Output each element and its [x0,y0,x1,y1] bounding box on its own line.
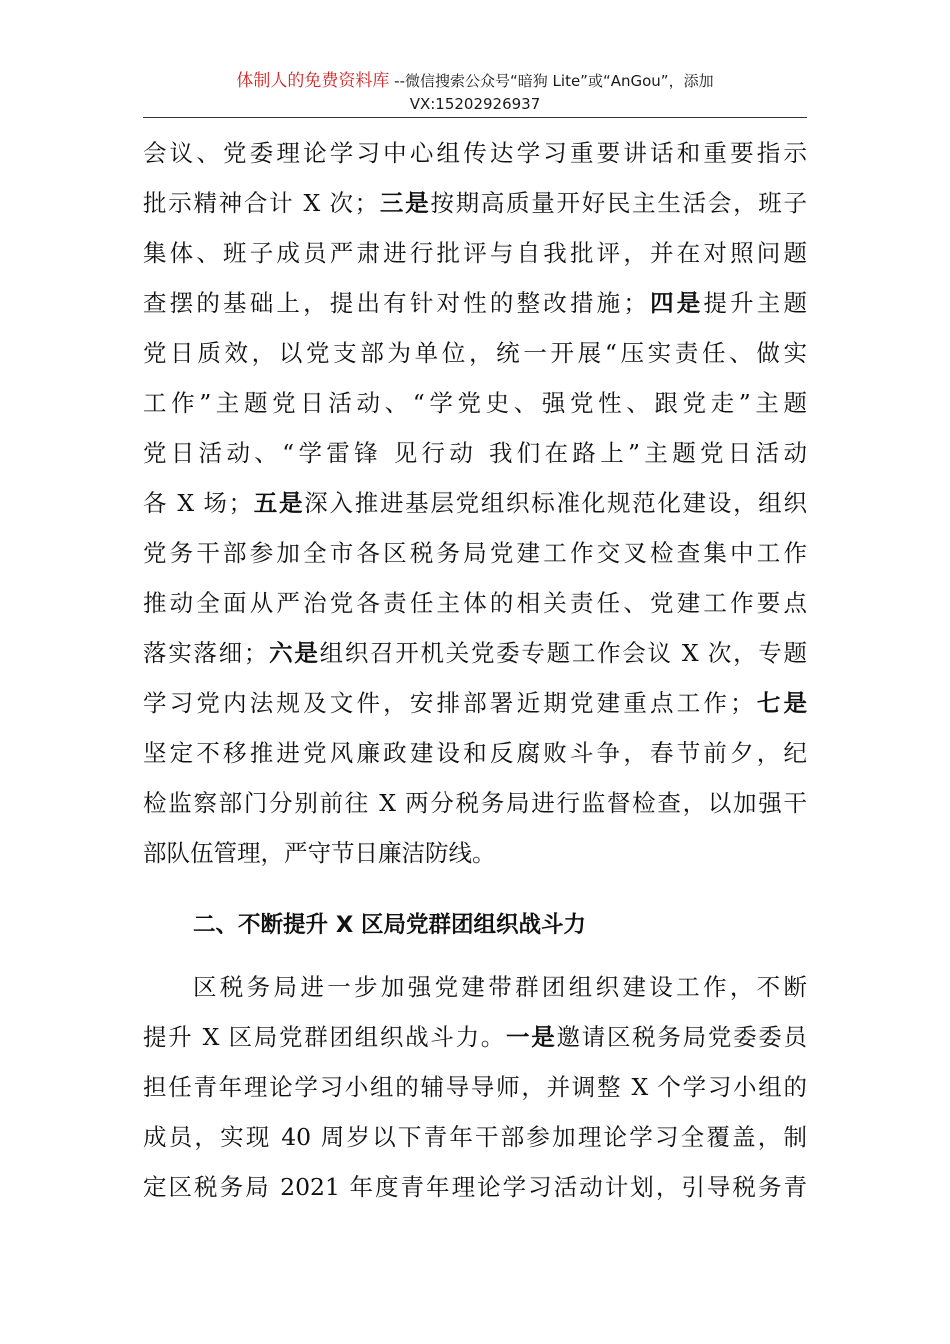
text-line [143,378,807,428]
spacer [143,950,807,962]
text-segment: 坚定不移推进党风廉政建设和反腐败斗争，春节前夕，纪 [143,739,807,767]
header-brand: 体制人的免费资料库 [236,71,390,91]
text-segment: 查摆的基础上，提出有针对性的整改措施； [143,289,647,317]
text-segment: 会议、党委理论学习中心组传达学习重要讲话和重要指示 [143,139,807,167]
text-line [143,428,807,478]
paragraph-1 [143,128,807,878]
text-segment: 部队伍管理，严守节日廉洁防线。 [143,839,496,867]
header-line-1 [143,70,807,93]
section-heading: 二、不断提升 X 区局党群团组织战斗力 [193,912,587,938]
text-segment: 党务干部参加全市各区税务局党建工作交叉检查集中工作 [143,539,807,567]
header-line-2: VX:15202926937 [409,95,541,113]
text-segment: 邀请区税务局党委委员 [556,1023,807,1051]
text-line [143,828,807,878]
text-segment: 集体、班子成员严肃进行批评与自我批评，并在对照问题 [143,239,807,267]
emphasis-text: 七是 [753,689,807,717]
paragraph-2 [143,962,807,1212]
text-line [143,678,807,728]
emphasis-text: 三是 [378,189,431,217]
text-segment: 成员，实现 40 周岁以下青年干部参加理论学习全覆盖，制 [143,1123,807,1151]
spacer [143,878,807,900]
text-segment: 提升 X 区局党群团组织战斗力。 [143,1023,507,1051]
text-segment: 各 X 场； [143,489,253,517]
text-line [143,578,807,628]
text-line [143,1012,807,1062]
text-line [143,478,807,528]
text-segment: 深入推进基层党组织标准化规范化建设，组织 [304,489,807,517]
text-line [143,728,807,778]
text-line [143,228,807,278]
header-divider [143,117,807,118]
text-segment: 担任青年理论学习小组的辅导导师，并调整 X 个学习小组的 [143,1073,807,1101]
text-line [143,328,807,378]
emphasis-text: 一是 [506,1023,557,1051]
emphasis-text: 四是 [646,289,704,317]
text-line [143,778,807,828]
emphasis-text: 五是 [252,489,305,517]
text-line [143,528,807,578]
text-line [143,278,807,328]
text-segment: 区税务局进一步加强党建带群团组织建设工作，不断 [193,973,807,1001]
text-line [143,1062,807,1112]
text-line [143,962,807,1012]
text-segment: 提升主题 [703,289,807,317]
text-segment: 党日质效，以党支部为单位，统一开展“压实责任、做实 [143,339,807,367]
document-body [143,128,807,1212]
text-segment: 批示精神合计 X 次； [143,189,379,217]
text-line [143,1112,807,1162]
text-segment: 定区税务局 2021 年度青年理论学习活动计划，引导税务青 [143,1173,807,1201]
text-line [143,628,807,678]
text-segment: 推动全面从严治党各责任主体的相关责任、党建工作要点 [143,589,807,617]
text-line [143,1162,807,1212]
text-segment: 工作”主题党日活动、“学党史、强党性、跟党走”主题 [143,389,807,417]
text-segment: 按期高质量开好民主生活会，班子 [430,189,807,217]
text-segment: 学习党内法规及文件，安排部署近期党建重点工作； [143,689,754,717]
text-line [143,128,807,178]
text-segment: 党日活动、“学雷锋 见行动 我们在路上”主题党日活动 [143,439,807,467]
text-segment: 组织召开机关党委专题工作会议 X 次，专题 [319,639,807,667]
text-line [143,178,807,228]
page-header [143,70,807,116]
header-notice: --微信搜索公众号“暗狗 Lite”或“AnGou”，添加 [389,72,714,90]
text-segment: 落实落细； [143,639,268,667]
text-segment: 检监察部门分别前往 X 两分税务局进行监督检查，以加强干 [143,789,807,817]
emphasis-text: 六是 [267,639,320,667]
